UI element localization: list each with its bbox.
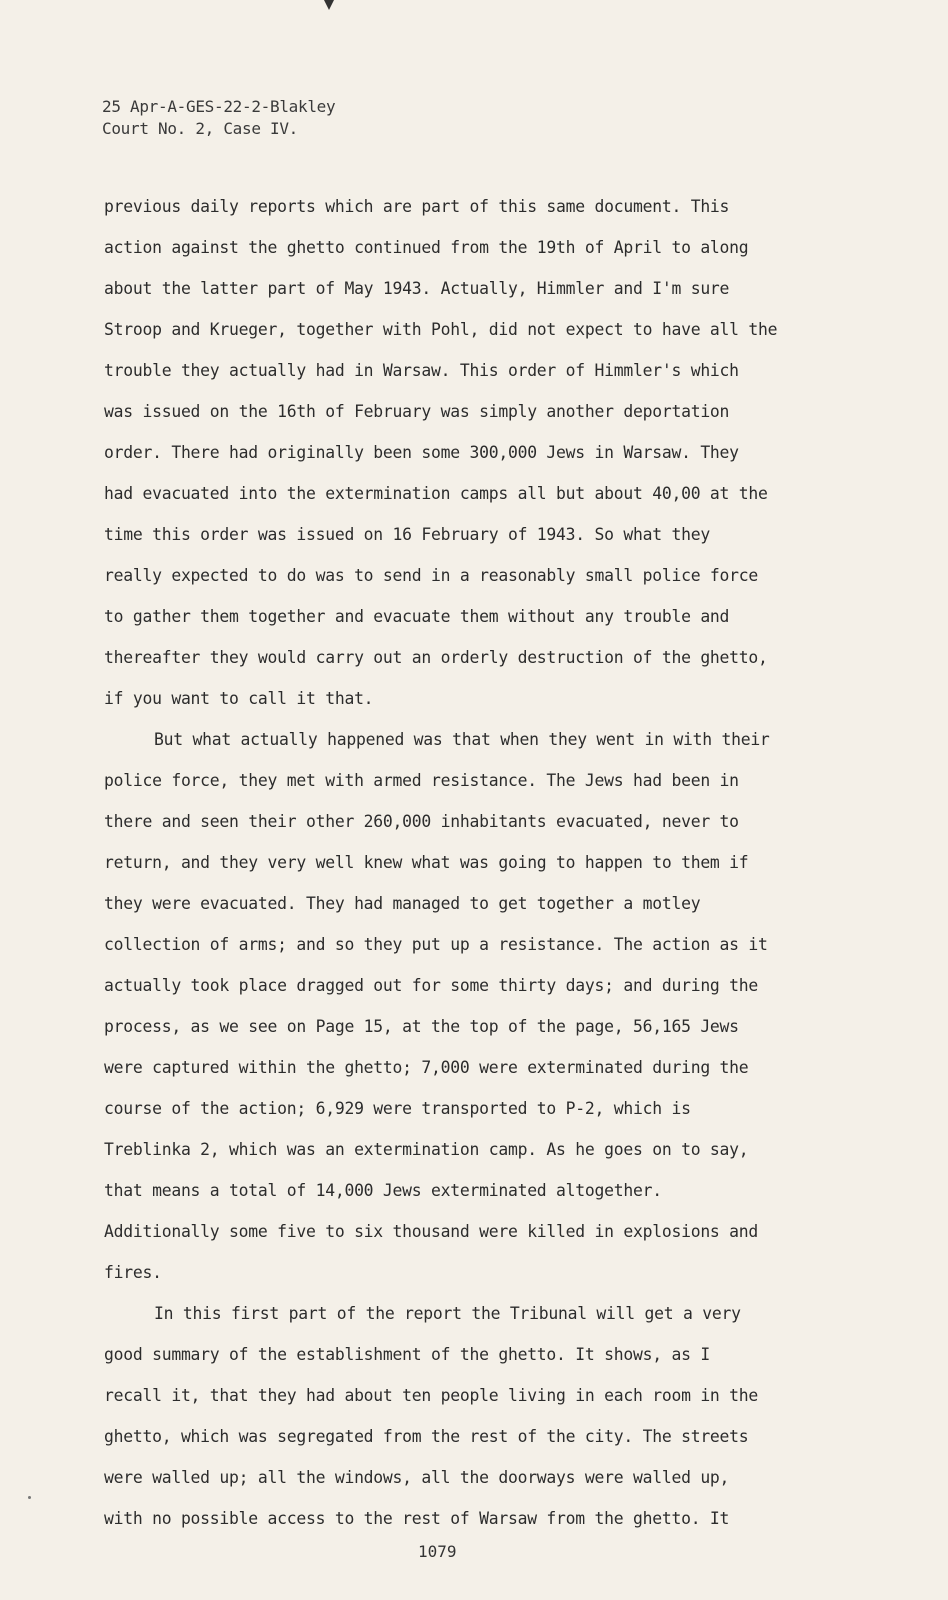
text-line: time this order was issued on 16 February of 1943. So what they [104, 525, 710, 544]
header-line-2: Court No. 2, Case IV. [102, 119, 298, 138]
text-line: they were evacuated. They had managed to get together a motley [104, 894, 701, 913]
text-line: with no possible access to the rest of Warsaw from the ghetto. It [104, 1509, 730, 1528]
text-line: about the latter part of May 1943. Actually, Himmler and I'm sure [104, 279, 730, 298]
text-line: Stroop and Krueger, together with Pohl, did not expect to have all the [104, 320, 778, 339]
text-line: process, as we see on Page 15, at the top of the page, 56,165 Jews [104, 1017, 739, 1036]
staple-mark [324, 0, 334, 10]
text-line: fires. [104, 1263, 162, 1282]
header-line-1: 25 Apr-A-GES-22-2-Blakley [102, 97, 336, 116]
text-line: actually took place dragged out for some thirty days; and during the [104, 976, 759, 995]
text-line: if you want to call it that. [104, 689, 374, 708]
text-line: trouble they actually had in Warsaw. This order of Himmler's which [104, 361, 739, 380]
transcript-body [104, 196, 834, 1549]
text-line: ghetto, which was segregated from the rest of the city. The streets [104, 1427, 749, 1446]
text-line: to gather them together and evacuate them without any trouble and [104, 607, 730, 626]
document-header [102, 96, 335, 140]
text-line: good summary of the establishment of the ghetto. It shows, as I [104, 1345, 710, 1364]
text-line: thereafter they would carry out an orderly destruction of the ghetto, [104, 648, 768, 667]
text-line: there and seen their other 260,000 inhabitants evacuated, never to [104, 812, 739, 831]
paragraph-start-line: But what actually happened was that when they went in with their [154, 730, 770, 749]
text-line: order. There had originally been some 300,000 Jews in Warsaw. They [104, 443, 739, 462]
text-line: return, and they very well knew what was going to happen to them if [104, 853, 749, 872]
text-line: recall it, that they had about ten people living in each room in the [104, 1386, 759, 1405]
text-line: action against the ghetto continued from the 19th of April to along [104, 238, 749, 257]
text-line: that means a total of 14,000 Jews exterminated altogether. [104, 1181, 662, 1200]
text-line: collection of arms; and so they put up a resistance. The action as it [104, 935, 768, 954]
text-line: really expected to do was to send in a reasonably small police force [104, 566, 759, 585]
text-line: previous daily reports which are part of this same document. This [104, 197, 730, 216]
paper-speck [28, 1496, 31, 1499]
text-line: course of the action; 6,929 were transported to P-2, which is [104, 1099, 691, 1118]
text-line: were walled up; all the windows, all the doorways were walled up, [104, 1468, 730, 1487]
text-line: were captured within the ghetto; 7,000 were exterminated during the [104, 1058, 749, 1077]
paragraph-start-line: In this first part of the report the Tribunal will get a very [154, 1304, 741, 1323]
text-line: Treblinka 2, which was an extermination camp. As he goes on to say, [104, 1140, 749, 1159]
text-line: Additionally some five to six thousand were killed in explosions and [104, 1222, 759, 1241]
text-line: had evacuated into the extermination camps all but about 40,00 at the [104, 484, 768, 503]
text-line: was issued on the 16th of February was simply another deportation [104, 402, 730, 421]
page-number: 1079 [418, 1542, 457, 1561]
text-line: police force, they met with armed resistance. The Jews had been in [104, 771, 739, 790]
